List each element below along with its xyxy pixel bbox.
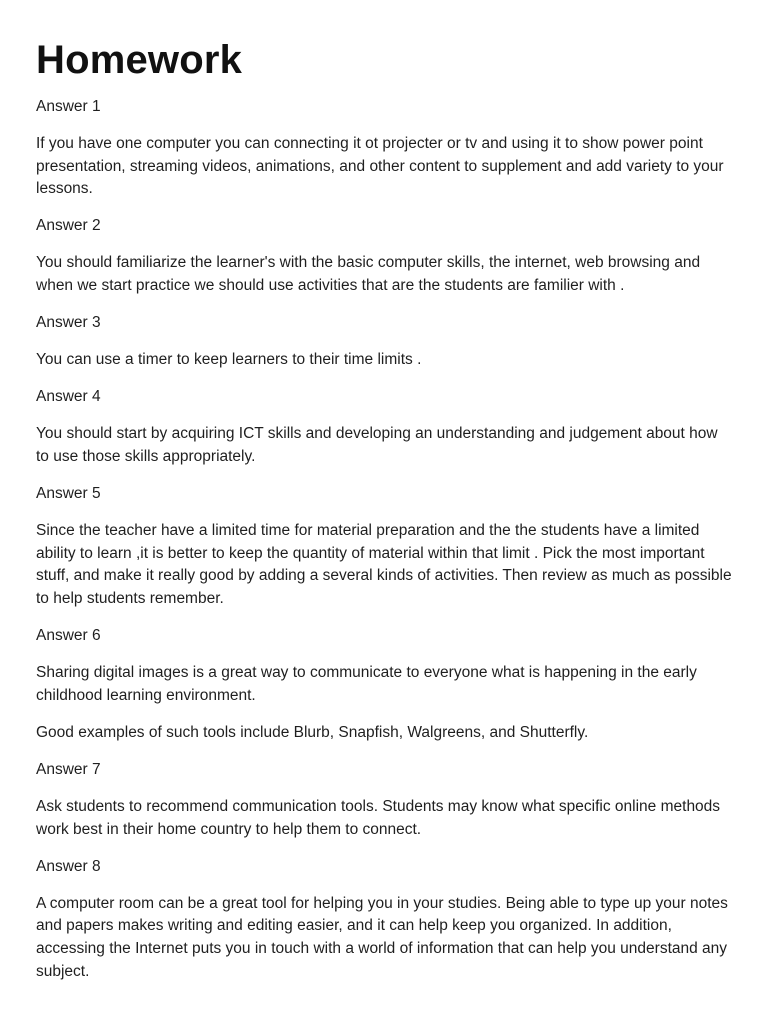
answer-paragraph: Good examples of such tools include Blurb, Snapfish, Walgreens, and Shutterfly. [36, 723, 589, 741]
answer-paragraph: Ask students to recommend communication tools. Students may know what specific online methods work best in their home country to help them to connect. [36, 798, 721, 838]
page-title: Homework [36, 38, 243, 82]
answer-paragraph: You can use a timer to keep learners to their time limits . [36, 351, 422, 369]
answer-paragraph: Sharing digital images is a great way to communicate to everyone what is happening in the early childhood learning environment. [36, 664, 697, 704]
document-body [36, 96, 732, 983]
answer-label: Answer 7 [36, 760, 101, 778]
answer-label: Answer 1 [36, 98, 101, 115]
answer-paragraph: If you have one computer you can connecting it ot projecter or tv and using it to show power point presentation, streaming videos, animations, and other content to supplement and add variety to your lessons. [36, 135, 724, 198]
answer-label: Answer 5 [36, 485, 101, 503]
answer-label: Answer 8 [36, 857, 101, 875]
answer-label: Answer 6 [36, 627, 101, 645]
answer-paragraph: You should familiarize the learner's with the basic computer skills, the internet, web browsing and when we start practice we should use activities that are the students are familier with . [36, 254, 701, 295]
answer-paragraph: Since the teacher have a limited time for material preparation and the the students have a limited ability to learn ,it is better to keep the quantity of material within that limit . Pick the most important stuff, and make it really good by adding a several kinds of activities. Then review as much as possible to help students remember. [36, 522, 732, 607]
answer-label: Answer 4 [36, 388, 101, 406]
answer-label: Answer 2 [36, 217, 101, 235]
answer-label: Answer 3 [36, 314, 101, 332]
answer-paragraph: A computer room can be a great tool for helping you in your studies. Being able to type up your notes and papers makes writing and editing easier, and it can help keep you organized. In addition, accessing the Internet puts you in touch with a world of information that can help you understand any subject. [36, 894, 728, 980]
answer-paragraph: You should start by acquiring ICT skills and developing an understanding and judgement about how to use those skills appropriately. [36, 425, 718, 466]
